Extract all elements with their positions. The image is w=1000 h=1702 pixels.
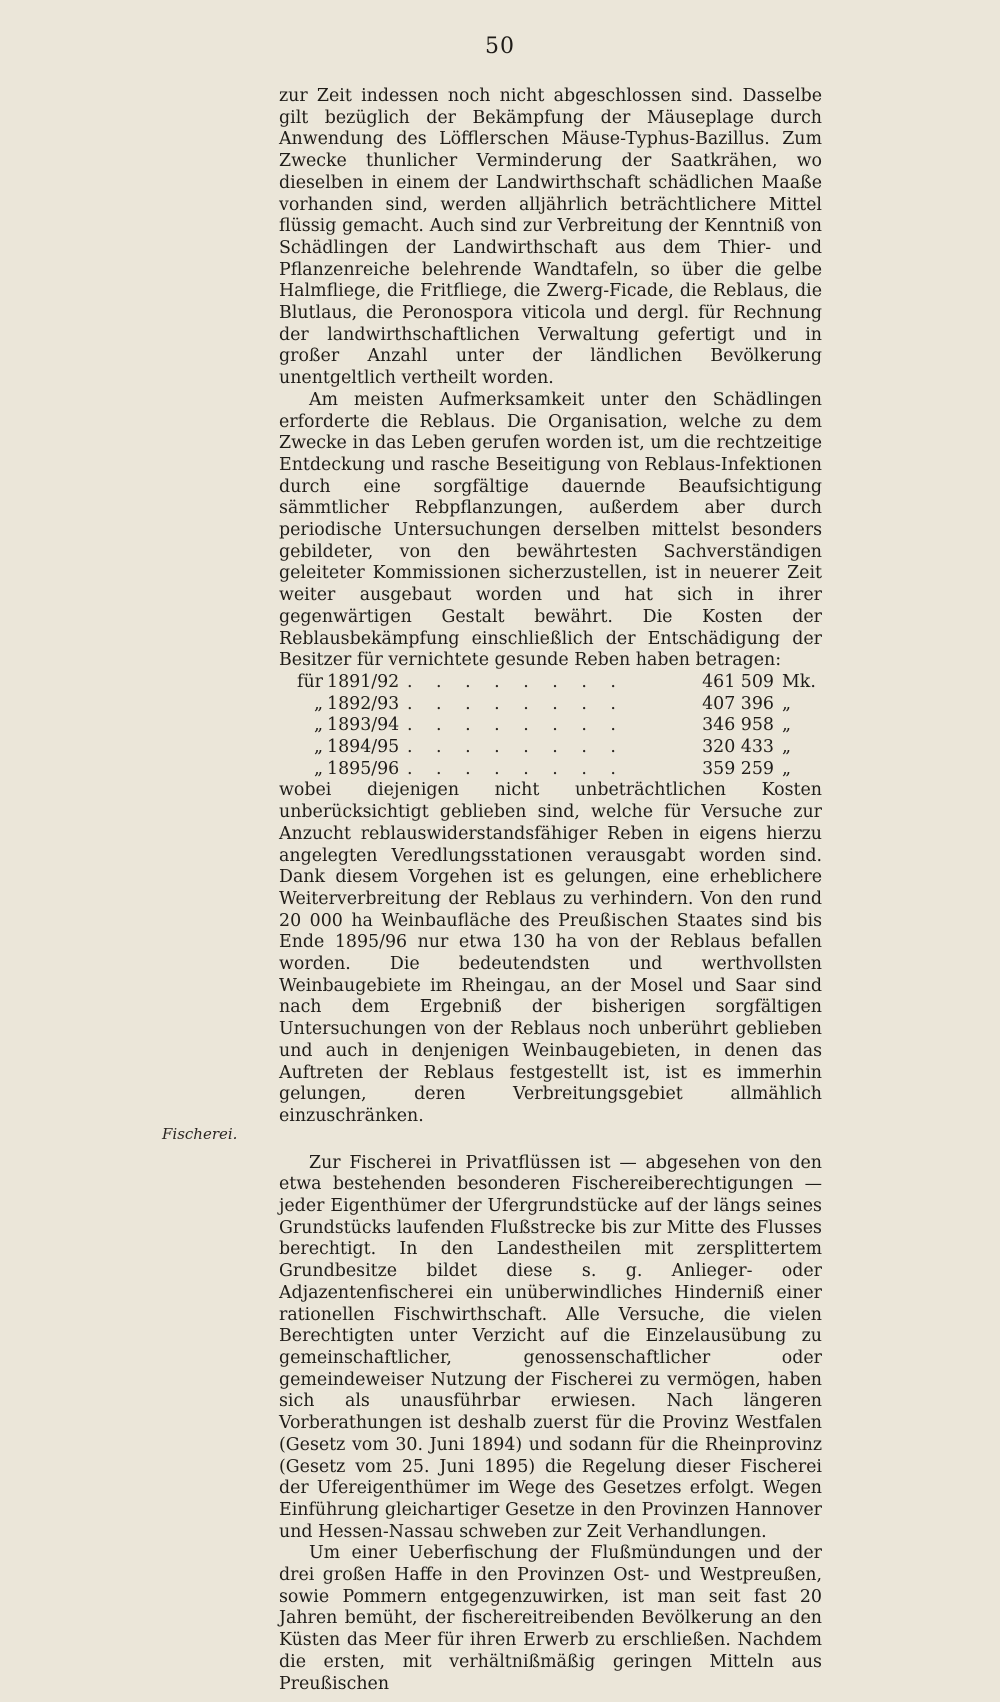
leader-dots: . . . . . . . . (407, 671, 625, 692)
cost-prefix: „ (313, 715, 323, 736)
cost-year: 1894/95 (327, 737, 400, 758)
cost-row (279, 672, 822, 694)
cost-year: 1892/93 (327, 693, 400, 714)
margin-note-fischerei: Fischerei. (162, 1125, 238, 1143)
cost-prefix: für (297, 671, 323, 692)
paragraph-kuestenfischerei: Um einer Ueberfischung der Flußmündungen und der drei großen Haffe in den Provinzen Ost- und Westpreußen, sowie Pommern entgegenzuwirken, ist man seit fast 20 Jahren bemüht, der fischereitreibenden Bevölkerung an den Küsten das Meer für ihren Erwerb zu erschließen. Nachdem die ersten, mit verhältnißmäßig geringen Mitteln aus Preußischen (279, 1543, 822, 1694)
cost-year: 1893/94 (327, 715, 400, 736)
cost-row (279, 715, 822, 737)
text-column (279, 86, 822, 1695)
cost-prefix: „ (313, 758, 323, 779)
paragraph-fischerei: Zur Fischerei in Privatflüssen ist — abgesehen von den etwa bestehenden besonderen Fischereiberechtigungen — jeder Eigenthümer der Ufergrundstücke auf der längs seines Grundstücks laufenden Flußstrecke bis zur Mitte des Flusses berechtigt. In den Landestheilen mit zersplittertem Grundbesitze bildet diese s. g. Anlieger- oder Adjazentenfischerei ein unüberwindliches Hinderniß einer rationellen Fischwirthschaft. Alle Versuche, die vielen Berechtigten unter Verzicht auf die Einzelausübung zu gemeinschaftlicher, genossenschaftlicher oder gemeindeweiser Nutzung der Fischerei zu vermögen, haben sich als unausführbar erwiesen. Nach längeren Vorberathungen ist deshalb zuerst für die Provinz Westfalen (Gesetz vom 30. Juni 1894) und sodann für die Rheinprovinz (Gesetz vom 25. Juni 1895) die Regelung dieser Fischerei der Ufereigenthümer im Wege des Gesetzes erfolgt. Wegen Einführung gleichartiger Gesetze in den Provinzen Hannover und Hessen-Nassau schweben zur Zeit Verhandlungen. (279, 1152, 822, 1542)
cost-row (279, 737, 822, 759)
cost-unit: „ (782, 737, 792, 758)
paragraph-reblaus: Am meisten Aufmerksamkeit unter den Schädlingen erforderte die Reblaus. Die Organisation, welche zu dem Zwecke in das Leben gerufen worden ist, um die rechtzeitige Entdeckung und rasche Beseitigung von Reblaus-Infektionen durch eine sorgfältige dauernde Beaufsichtigung sämmtlicher Rebpflanzungen, außerdem aber durch periodische Untersuchungen derselben mittelst besonders gebildeter, von den bewährtesten Sachverständigen geleiteter Kommissionen sicherzustellen, ist in neuerer Zeit weiter ausgebaut worden und hat sich in ihrer gegenwärtigen Gestalt bewährt. Die Kosten der Reblausbekämpfung einschließlich der Entschädigung der Besitzer für vernichtete gesunde Reben haben betragen: (279, 389, 822, 671)
cost-unit: „ (782, 758, 792, 779)
cost-amount: 359 259 (702, 758, 774, 779)
cost-prefix: „ (313, 737, 323, 758)
paragraph-schaedlinge: zur Zeit indessen noch nicht abgeschlossen sind. Dasselbe gilt bezüglich der Bekämpfung der Mäuseplage durch Anwendung des Löfflerschen Mäuse-Typhus-Bazillus. Zum Zwecke thunlicher Verminderung der Saatkrähen, wo dieselben in einem der Landwirthschaft schädlichen Maaße vorhanden sind, werden alljährlich beträchtlichere Mittel flüssig gemacht. Auch sind zur Verbreitung der Kenntniß von Schädlingen der Landwirthschaft aus dem Thier- und Pflanzenreiche belehrende Wandtafeln, so über die gelbe Halmfliege, die Fritfliege, die Zwerg-Ficade, die Reblaus, die Blutlaus, die Peronospora viticola und dergl. für Rechnung der landwirthschaftlichen Verwaltung gefertigt und in großer Anzahl unter der ländlichen Bevölkerung unentgeltlich vertheilt worden. (279, 86, 822, 389)
reblaus-cost-table (279, 672, 822, 780)
paragraph-weinbau: wobei diejenigen nicht unbeträchtlichen Kosten unberücksichtigt geblieben sind, welche für Versuche zur Anzucht reblauswiderstandsfähiger Reben in eigens hierzu angelegten Veredlungsstationen verausgabt worden sind. Dank diesem Vorgehen ist es gelungen, eine erheblichere Weiterverbreitung der Reblaus zu verhindern. Von den rund 20 000 ha Weinbaufläche des Preußischen Staates sind bis Ende 1895/96 nur etwa 130 ha von der Reblaus befallen worden. Die bedeutendsten und werthvollsten Weinbaugebiete im Rheingau, an der Mosel und Saar sind nach dem Ergebniß der bisherigen sorgfältigen Untersuchungen von der Reblaus noch unberührt geblieben und auch in denjenigen Weinbaugebieten, in denen das Auftreten der Reblaus festgestellt ist, ist es immerhin gelungen, deren Verbreitungsgebiet allmählich einzuschränken. (279, 780, 822, 1126)
cost-unit: Mk. (782, 671, 816, 692)
cost-unit: „ (782, 715, 792, 736)
page-number: 50 (485, 34, 515, 59)
cost-row (279, 759, 822, 781)
leader-dots: . . . . . . . . (407, 693, 625, 714)
cost-amount: 320 433 (702, 737, 774, 758)
leader-dots: . . . . . . . . (407, 715, 625, 736)
cost-amount: 346 958 (702, 715, 774, 736)
cost-row (279, 694, 822, 716)
leader-dots: . . . . . . . . (407, 737, 625, 758)
cost-amount: 461 509 (702, 671, 774, 692)
cost-unit: „ (782, 693, 792, 714)
leader-dots: . . . . . . . . (407, 758, 625, 779)
cost-amount: 407 396 (702, 693, 774, 714)
cost-year: 1895/96 (327, 758, 400, 779)
cost-year: 1891/92 (327, 671, 400, 692)
cost-prefix: „ (313, 693, 323, 714)
